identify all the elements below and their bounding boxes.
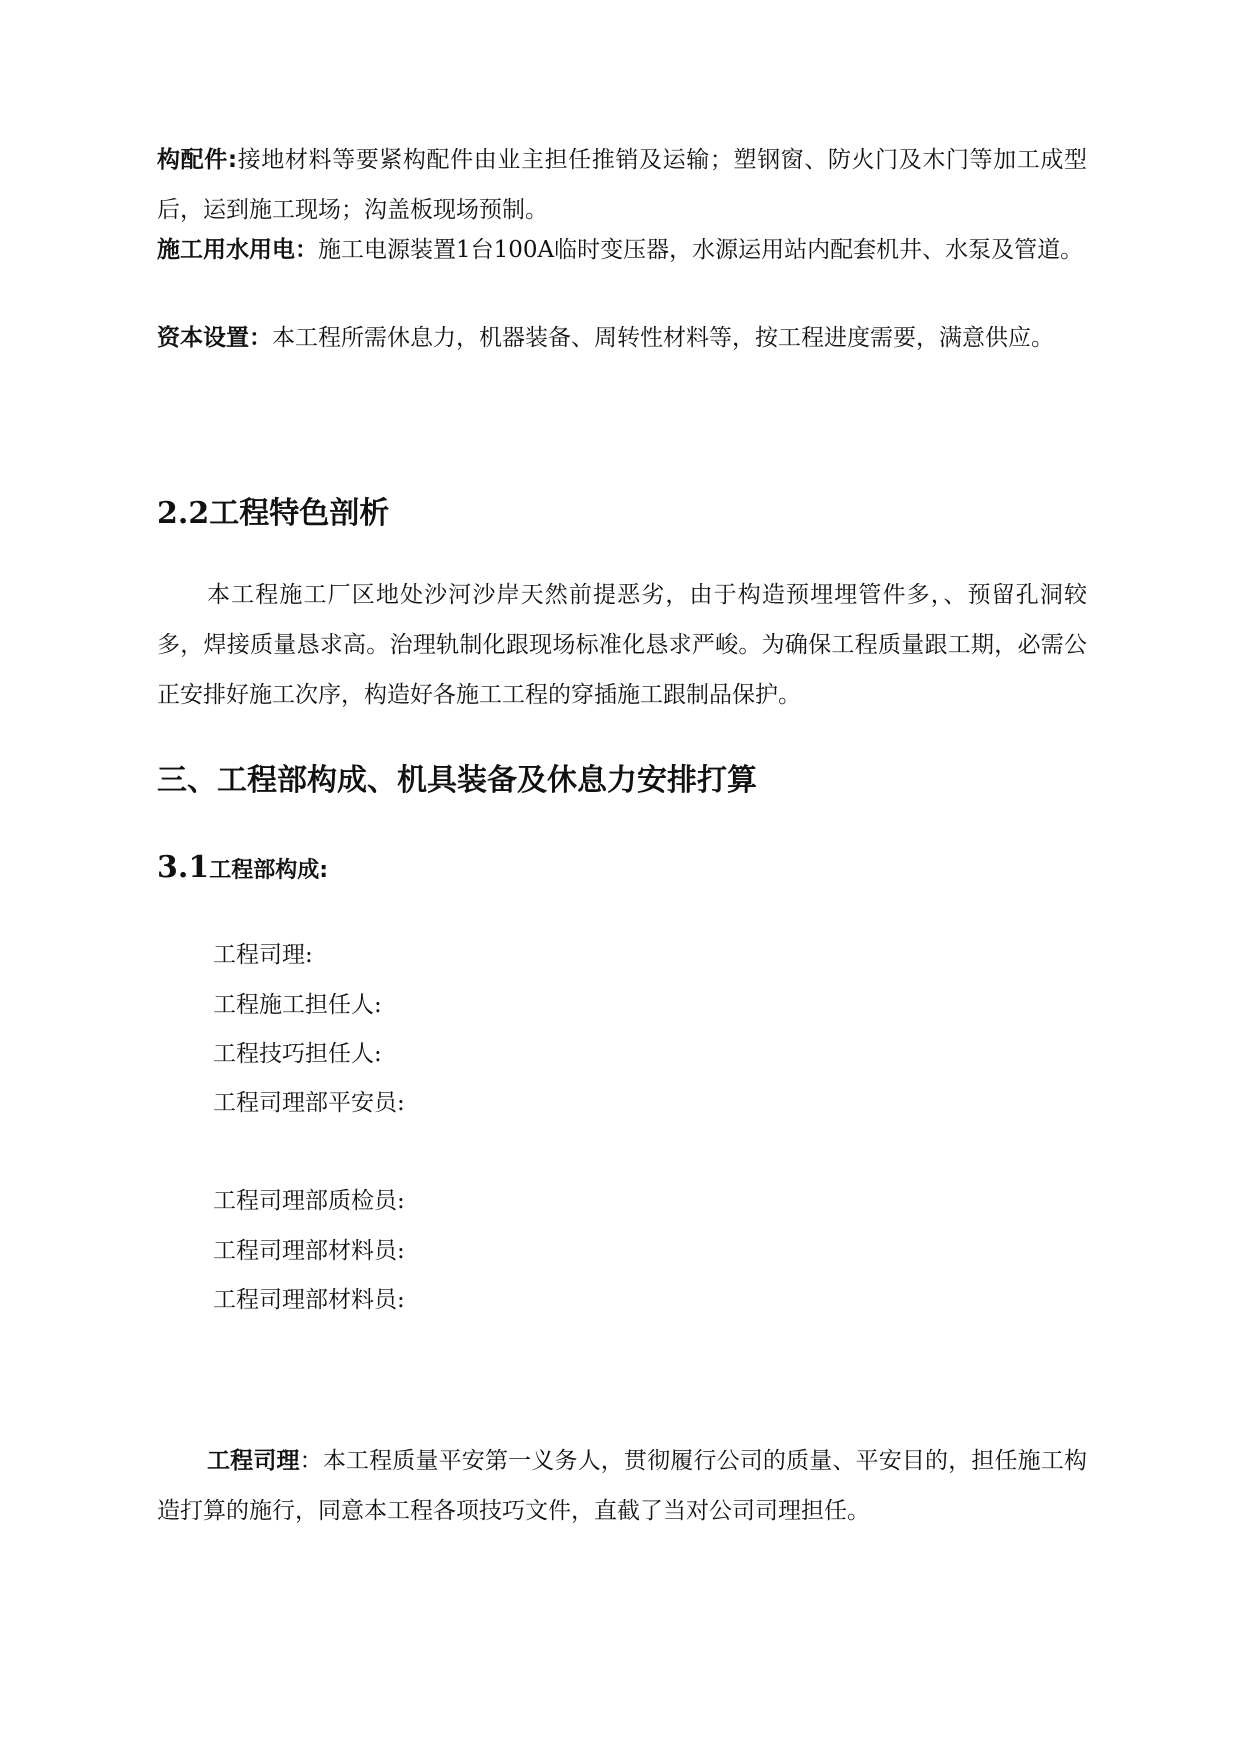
paragraph-features: 本工程施工厂区地处沙河沙岸天然前提恶劣，由于构造预埋埋管件多，、预留孔洞较多，焊接质量恳求高。治理轨制化跟现场标准化恳求严峻。为确保工程质量跟工期，必需公正安排好施工次序，构造好各施工工程的穿插施工跟制品保护。 (157, 582, 1087, 708)
components-label: 构配件: (157, 147, 238, 173)
components-text: 接地材料等要紧构配件由业主担任推销及运输；塑钢窗、防火门及木门等加工成型后，运到施工现场；沟盖板现场预制。 (157, 147, 1087, 223)
heading-3-1-number: 3.1 (157, 850, 210, 885)
water-power-text: 施工电源装置1台100A临时变压器，水源运用站内配套机井、水泵及管道。 (318, 237, 1084, 263)
resources-text: 本工程所需休息力，机器装备、周转性材料等，按工程进度需要，满意供应。 (272, 325, 1054, 351)
paragraph-resources (157, 313, 1087, 363)
paragraph-manager-duties (157, 1436, 1087, 1536)
manager-duties-text: ：本工程质量平安第一义务人，贯彻履行公司的质量、平安目的，担任施工构造打算的施行，同意本工程各项技巧文件，直截了当对公司司理担任。 (157, 1448, 1088, 1524)
heading-2-2: 2.2工程特色剖析 (157, 496, 390, 531)
heading-section-3: 三、工程部构成、机具装备及休息力安排打算 (157, 763, 757, 798)
role-technical-lead: 工程技巧担任人: (213, 1041, 382, 1067)
resources-label: 资本设置： (157, 325, 272, 351)
role-quality-inspector: 工程司理部质检员: (213, 1188, 405, 1214)
role-manager: 工程司理: (213, 942, 313, 968)
heading-3-1 (157, 850, 328, 885)
heading-3-1-text: 工程部构成: (209, 858, 329, 883)
paragraph-components (157, 135, 1087, 235)
role-materials-clerk-2: 工程司理部材料员: (213, 1287, 405, 1313)
manager-duties-label: 工程司理 (207, 1448, 300, 1474)
role-construction-lead: 工程施工担任人: (213, 992, 382, 1018)
paragraph-water-power (157, 225, 1087, 275)
water-power-label: 施工用水用电： (157, 237, 318, 263)
role-safety-officer: 工程司理部平安员: (213, 1090, 405, 1116)
role-materials-clerk-1: 工程司理部材料员: (213, 1238, 405, 1264)
